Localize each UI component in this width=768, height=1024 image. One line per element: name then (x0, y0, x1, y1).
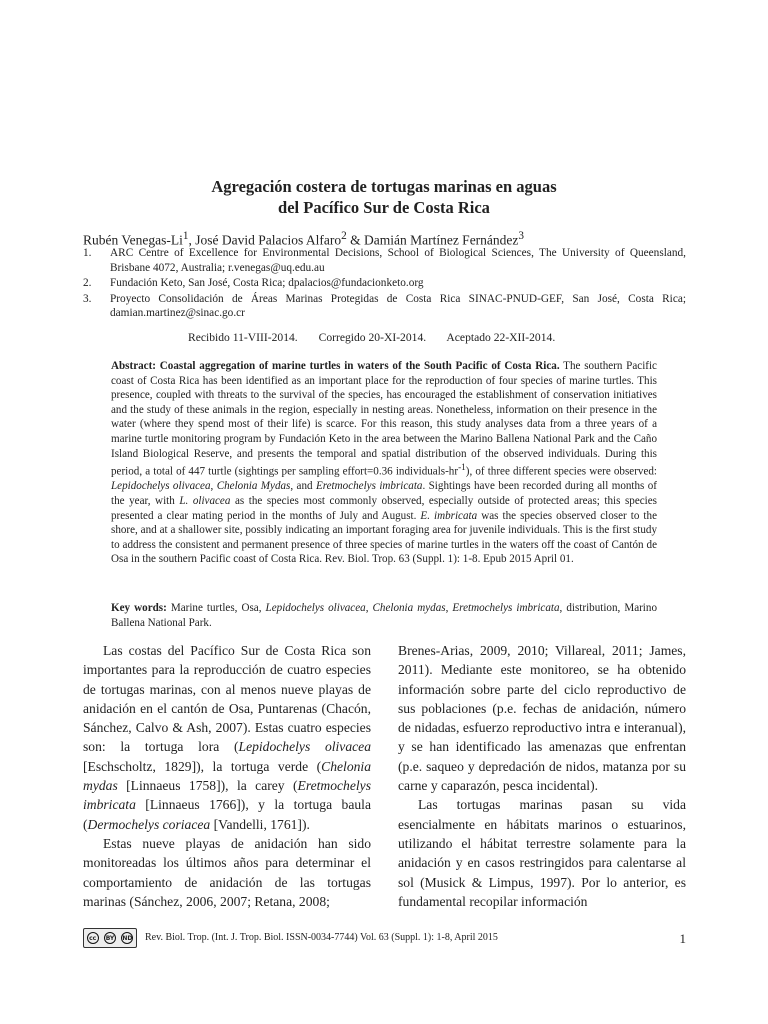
title-line: del Pacífico Sur de Costa Rica (278, 198, 490, 217)
body-paragraph (83, 641, 371, 834)
author-name: José David Palacios Alfaro (195, 232, 342, 248)
author-affil-sup: 2 (341, 230, 347, 242)
abstract-text: . Sightings have been recorded during all months of the year, with (111, 480, 658, 508)
keywords-text: , (365, 602, 373, 614)
affiliation-list (83, 246, 686, 322)
affiliation-number: 3. (83, 292, 92, 305)
species-name: Chelonia mydas (83, 758, 371, 794)
journal-citation: Rev. Biol. Trop. (Int. J. Trop. Biol. ISSN-0034-7744) Vol. 63 (Suppl. 1): 1-8, April 2015 (145, 932, 498, 943)
affiliation-text: Fundación Keto, San José, Costa Rica; dpalacios@fundacionketo.org (110, 277, 424, 289)
body-text: [Vandelli, 1761]). (210, 816, 310, 832)
no-derivatives-icon: ND (121, 932, 133, 944)
paper-title (0, 176, 768, 218)
date-received: Recibido 11-VIII-2014. (188, 331, 298, 344)
creative-commons-license-icon[interactable] (83, 928, 137, 948)
body-text: [Linnaeus 1758]), la carey ( (117, 778, 298, 794)
affiliation-text: ARC Centre of Excellence for Environmental Decisions, School of Biological Sciences, The University of Queensland, Brisbane 4072, Australia; r.venegas@uq.edu.au (110, 247, 686, 274)
species-name: Dermochelys coriacea (87, 816, 211, 832)
author-affil-sup: 3 (518, 230, 525, 242)
body-text: Las costas del Pacífico Sur de Costa Rica son importantes para la reproducción de cuatro especies de tortugas marinas, con al menos nueve playas de anidación en el cantón de Osa, Puntarenas (Chacón, Sánchez, Calvo & Ash, 2007). Estas cuatro especies son: la tortuga lora ( (83, 643, 371, 755)
species-name: Lepidochelys olivacea (238, 739, 372, 755)
abstract-text: ), of three different species were observed: (465, 465, 658, 478)
attribution-icon: BY (104, 932, 116, 944)
page-footer (83, 928, 686, 950)
author-separator: & (346, 232, 364, 248)
publication-dates (188, 331, 573, 344)
abstract-title: Coastal aggregation of marine turtles in waters of the South Pacific of Costa Rica. (159, 360, 560, 372)
species-name: Eretmochelys imbricata (83, 778, 371, 813)
keywords-label: Key words: (111, 602, 167, 614)
author-separator: , (188, 232, 196, 248)
keywords (111, 601, 657, 630)
author-affil-sup: 1 (182, 230, 189, 242)
abstract-superscript: -1 (458, 463, 466, 474)
keyword-species: Eretmochelys imbricata (452, 602, 560, 614)
body-paragraph: Estas nueve playas de anidación han sido monitoreadas los últimos años para determinar el comportamiento de anidación de las tortugas marinas (Sánchez, 2006, 2007; Retana, 2008; (83, 835, 371, 909)
affiliation-item (83, 276, 686, 291)
affiliation-number: 2. (83, 277, 92, 289)
species-name: Lepidochelys olivacea (111, 480, 211, 493)
keywords-text: , distribution, Marino Ballena National Park. (111, 602, 657, 629)
body-paragraph-continued: Brenes-Arias, 2009, 2010; Villareal, 2011; James, 2011). Mediante este monitoreo, se ha obtenido información sobre parte del ciclo reproductivo de sus poblaciones (p.e. fechas de anidación, número de nidadas, esfuerzo reproductivo intra e interanual), y se han identificado las amenazas que enfrentan (p.e. saqueo y depredación de nidos, matanza por su carne y caparazón, pesca incidental). (398, 643, 686, 794)
affiliation-item (83, 292, 686, 321)
abstract-text: as the species most commonly observed, especially outside of protected areas; this species presented a clear mating period in the months of July and August. (111, 495, 658, 522)
abstract-text: , (210, 480, 217, 493)
species-name: Chelonia Mydas (216, 480, 291, 493)
body-text: [Eschscholtz, 1829]), la tortuga verde ( (83, 758, 322, 774)
abstract-text: The southern Pacific coast of Costa Rica has been identified as an important place for the reproduction of four species of marine turtles. This presence, coupled with threats to the survival of the species, has encouraged the establishment of conservation initiatives and the study of these animals in the region, especially in nesting areas. Nonetheless, information on their presence in the water (where they spend most of their life) is scarce. For this reason, this study analyses data from a three years of a marine turtle monitoring program by Fundación Keto in the area between the Marino Ballena National Park and the Caño Island Biological Reserve, and presents the temporal and spatial distribution of the observed individuals. During this period, a total of 447 turtle (sightings per sampling effort=0.36 individuals-hr (111, 360, 657, 478)
species-name: Eretmochelys imbricata (315, 480, 423, 493)
keywords-text: , (445, 602, 453, 614)
page-number: 1 (679, 931, 686, 946)
species-name: L. olivacea (179, 495, 231, 508)
date-accepted: Aceptado 22-XII-2014. (446, 331, 556, 344)
author-name: Damián Martínez Fernández (363, 232, 519, 248)
body-paragraph: Las tortugas marinas pasan su vida esencialmente en hábitats marinos o estuarinos, utilizando el hábitat terrestre solamente para la anidación y en casos restringidos para calentarse al sol (Musick & Limpus, 1997). Por lo anterior, es fundamental recopilar información (398, 797, 686, 909)
abstract-label: Abstract: (111, 360, 156, 372)
abstract-text: was the species observed closer to the shore, and at a shallower site, possibly indicating an important foraging area for juvenile individuals. This is the first study to address the consistent and permanent presence of three species of marine turtles in the waters off the coast of Cantón de Osa in the southern Pacific coast of Costa Rica. Rev. Biol. Trop. 63 (Suppl. 1): 1-8. Epub 2015 April 01. (111, 509, 657, 566)
affiliation-number: 1. (83, 247, 92, 259)
keywords-text: Marine turtles, Osa, (166, 602, 266, 614)
date-corrected: Corregido 20-XI-2014. (318, 331, 427, 344)
abstract (111, 359, 657, 567)
body-column-right (398, 641, 686, 911)
keyword-species: Lepidochelys olivacea (265, 602, 366, 614)
title-line: Agregación costera de tortugas marinas en aguas (211, 177, 557, 196)
affiliation-text: Proyecto Consolidación de Áreas Marinas Protegidas de Costa Rica SINAC-PNUD-GEF, San José, Costa Rica; damian.martinez@sinac.go.cr (110, 292, 686, 319)
abstract-text: , and (290, 480, 316, 493)
author-name: Rubén Venegas-Li (83, 232, 183, 248)
body-text: [Linnaeus 1766]), y la tortuga baula ( (83, 797, 371, 832)
affiliation-item (83, 246, 686, 275)
body-column-left (83, 641, 371, 911)
keyword-species: Chelonia mydas (372, 602, 446, 614)
cc-icon: cc (87, 932, 99, 944)
species-name: E. imbricata (420, 509, 478, 522)
